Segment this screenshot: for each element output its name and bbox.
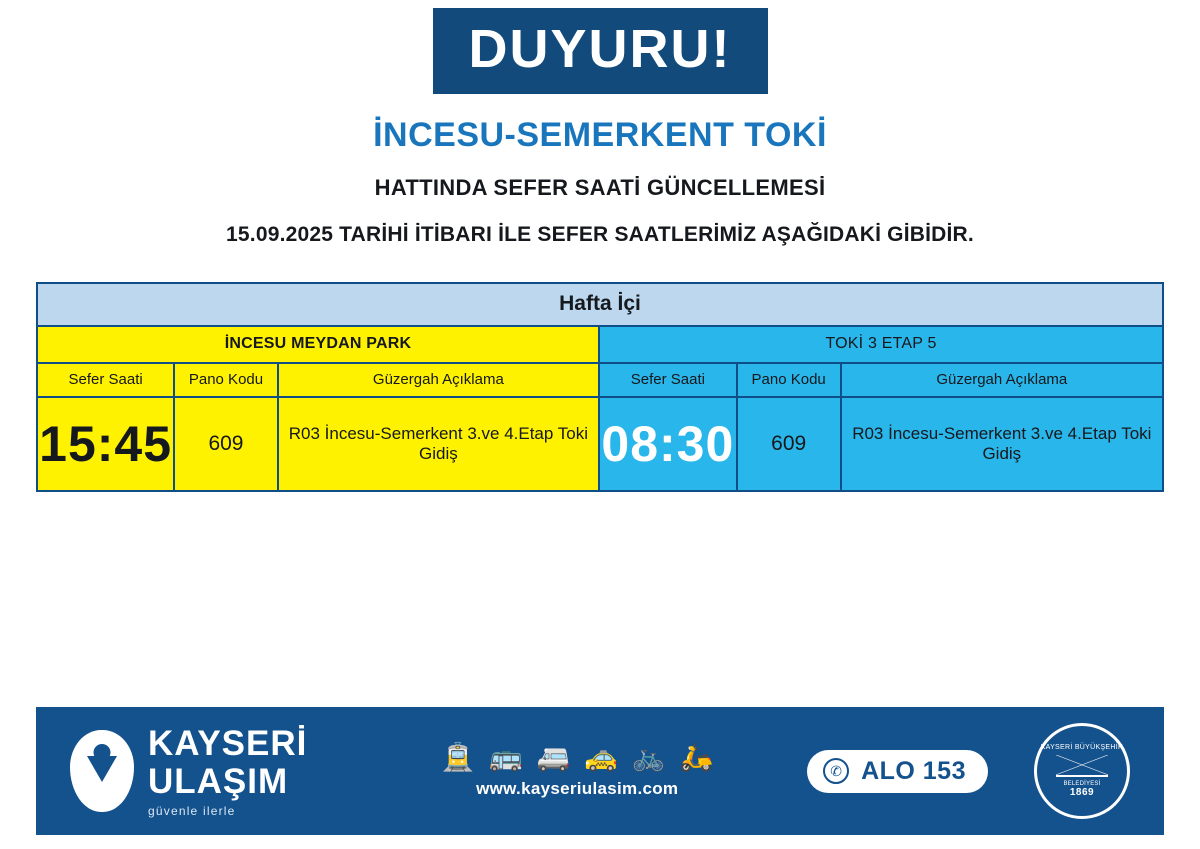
footer-bar	[36, 707, 1164, 835]
banner-duyuru: DUYURU!	[433, 8, 768, 94]
header-pano-kodu: Pano Kodu	[175, 364, 279, 396]
bicycle-icon: 🚲	[631, 741, 666, 772]
hotline-badge[interactable]	[807, 750, 988, 793]
mode-icon-row	[441, 741, 714, 772]
subtitle-effective-date: 15.09.2025 TARİHİ İTİBARI İLE SEFER SAATLERİMİZ AŞAĞIDAKİ GİBİDİR.	[226, 223, 974, 246]
cell-pano-code: 609	[175, 398, 279, 490]
header-sefer-saati: Sefer Saati	[600, 364, 738, 396]
seal-line-1: KAYSERİ BÜYÜKŞEHİR	[1040, 743, 1124, 751]
column-subheaders	[600, 364, 1162, 398]
column-title: TOKİ 3 ETAP 5	[600, 327, 1162, 364]
cell-departure-time: 15:45	[38, 398, 175, 490]
schedule-column-incesu-meydan-park	[36, 327, 600, 492]
seal-year: 1869	[1069, 786, 1095, 798]
schedule-column-toki-3-etap-5	[600, 327, 1164, 492]
schedule-table	[36, 282, 1164, 492]
header-pano-kodu: Pano Kodu	[738, 364, 842, 396]
subtitle-schedule-update: HATTINDA SEFER SAATİ GÜNCELLEMESİ	[374, 175, 826, 200]
minibus-icon: 🚐	[536, 741, 571, 772]
bus-icon: 🚌	[488, 741, 523, 772]
brand-line-2: ULAŞIM	[148, 761, 289, 801]
table-row	[38, 398, 598, 490]
announcement-header	[0, 0, 1200, 247]
tram-icon: 🚊	[441, 741, 475, 772]
transport-modes-and-website	[347, 741, 807, 799]
mountain-icon	[1056, 755, 1108, 777]
cell-departure-time: 08:30	[600, 398, 738, 490]
brand-line-1: KAYSERİ	[148, 723, 308, 763]
cell-pano-code: 609	[738, 398, 842, 490]
phone-icon: ✆	[823, 758, 849, 784]
brand-slogan: güvenle ilerle	[148, 803, 236, 818]
week-band-label: Hafta İçi	[36, 282, 1164, 327]
brand-text	[148, 723, 308, 818]
route-title: İNCESU-SEMERKENT TOKİ	[373, 116, 827, 154]
scooter-icon: 🛵	[679, 741, 714, 772]
kayseri-ulasim-logo	[70, 723, 308, 818]
seal-line-2: BELEDİYESİ	[1063, 781, 1101, 788]
column-title: İNCESU MEYDAN PARK	[38, 327, 598, 364]
location-pin-icon	[70, 730, 134, 812]
municipality-seal	[1034, 723, 1130, 819]
schedule-columns	[36, 327, 1164, 492]
header-sefer-saati: Sefer Saati	[38, 364, 175, 396]
header-guzergah-aciklama: Güzergah Açıklama	[936, 371, 1068, 388]
website-url[interactable]: www.kayseriulasim.com	[476, 778, 679, 798]
cell-route-description: R03 İncesu-Semerkent 3.ve 4.Etap Toki Gidiş	[288, 424, 588, 463]
taxi-icon: 🚕	[584, 741, 618, 772]
header-guzergah-aciklama: Güzergah Açıklama	[372, 371, 504, 388]
hotline-number: ALO 153	[861, 756, 966, 785]
column-subheaders	[38, 364, 598, 398]
cell-route-description: R03 İncesu-Semerkent 3.ve 4.Etap Toki Gidiş	[852, 424, 1152, 463]
table-row	[600, 398, 1162, 490]
